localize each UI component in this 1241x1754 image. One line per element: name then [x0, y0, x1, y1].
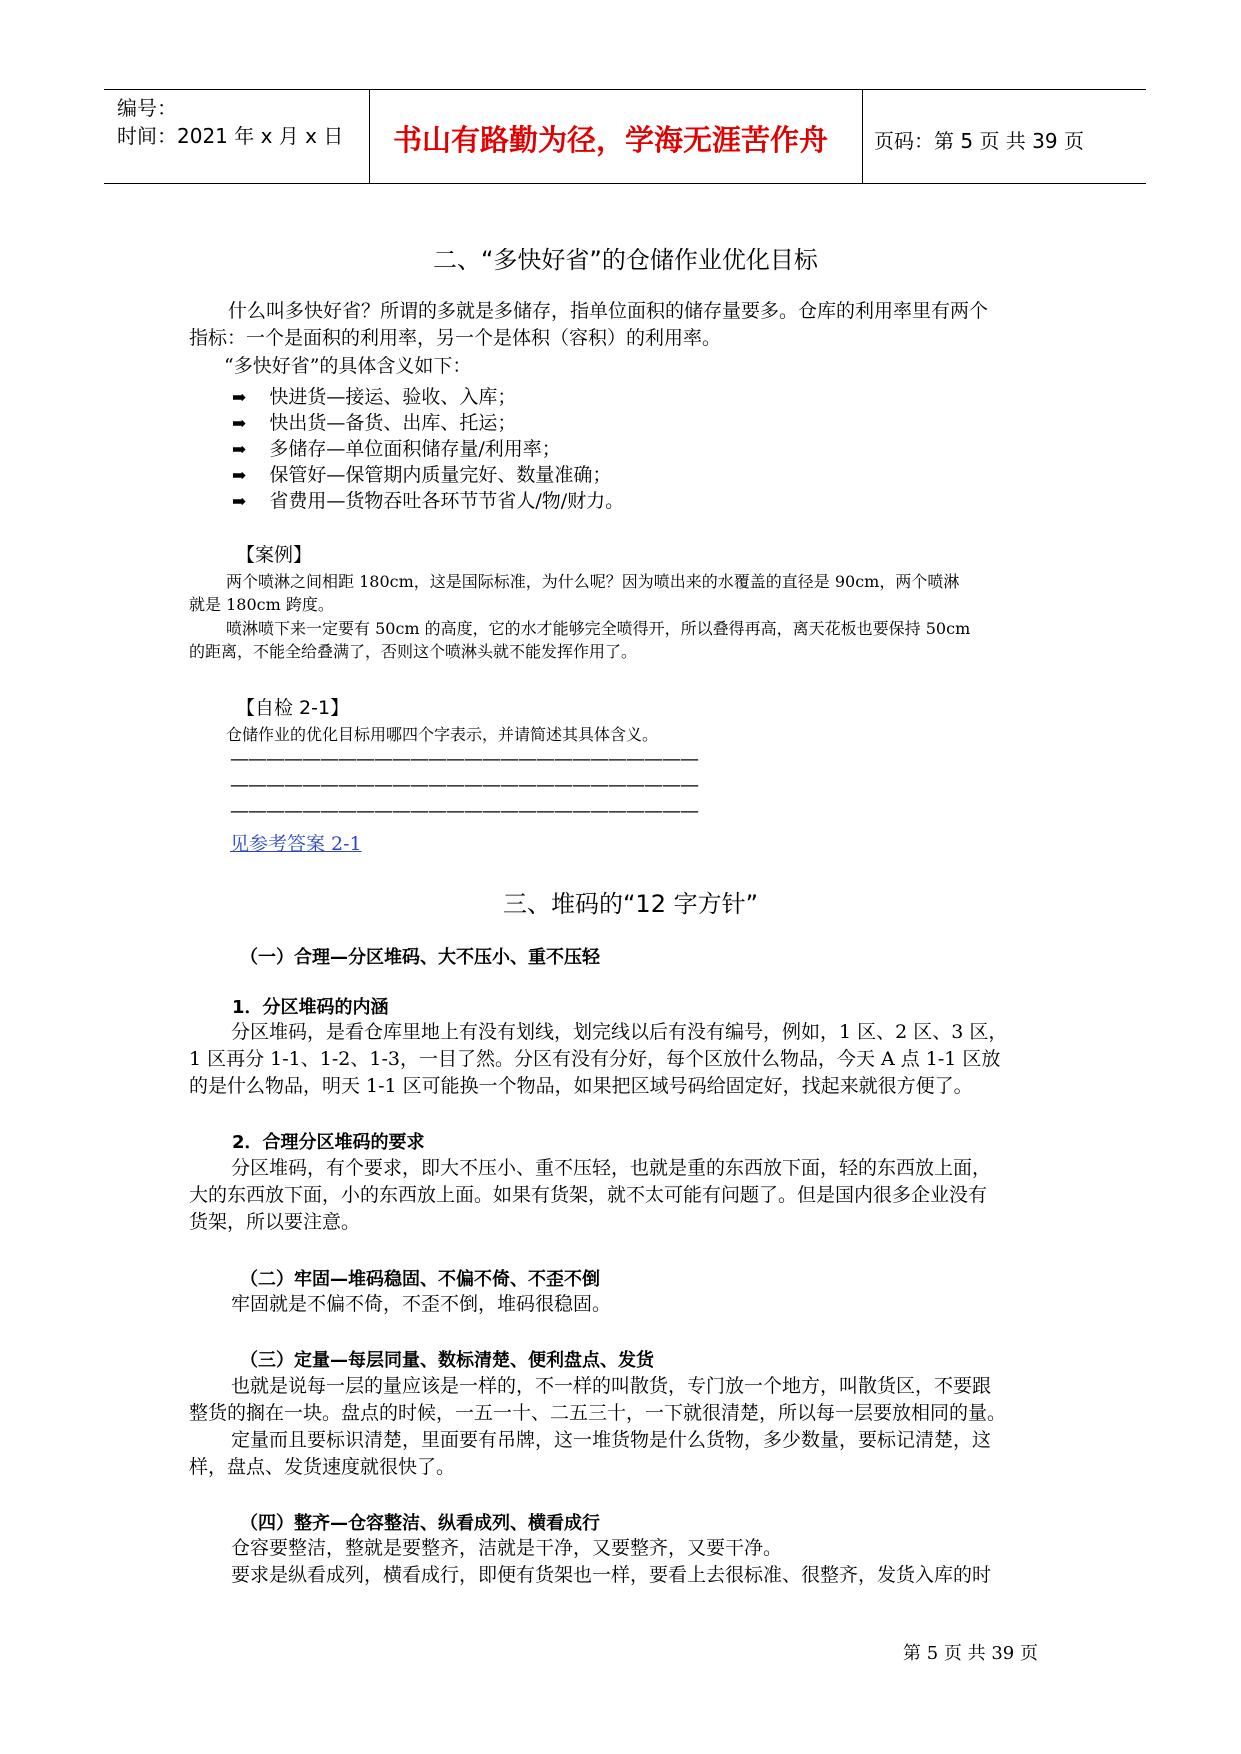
subsection-heading: （二）牢固—堆码稳固、不偏不倚、不歪不倒	[240, 1269, 600, 1290]
paragraph-line: 要求是纵看成列，横看成行，即便有货架也一样，要看上去很标准、很整齐，发货入库的时	[231, 1564, 992, 1586]
list-item-text: 快出货—备货、出库、托运；	[269, 412, 517, 434]
paragraph-line: 什么叫多快好省？所谓的多就是多储存，指单位面积的储存量要多。仓库的利用率里有两个	[228, 300, 989, 322]
right-arrow-icon: ➡	[232, 388, 247, 408]
case-line: 就是 180cm 跨度。	[189, 595, 334, 614]
paragraph-line: 也就是说每一层的量应该是一样的，不一样的叫散货，专门放一个地方，叫散货区，不要跟	[231, 1375, 992, 1397]
right-arrow-icon: ➡	[232, 414, 247, 434]
footer-page-number: 第 5 页 共 39 页	[903, 1643, 1038, 1664]
document-number-label: 编号：	[117, 96, 177, 120]
answer-blank-line[interactable]: ——————————————————————————	[230, 774, 698, 796]
paragraph-line: 仓容要整洁，整就是要整齐，洁就是干净，又要整齐，又要干净。	[231, 1537, 783, 1559]
self-check-title: 【自检 2-1】	[236, 697, 350, 719]
paragraph-line: “多快好省”的具体含义如下：	[224, 355, 472, 377]
header-page-number: 页码：第 5 页 共 39 页	[874, 129, 1084, 153]
paragraph-line: 分区堆码，是看仓库里地上有没有划线，划完线以后有没有编号，例如，1 区、2 区、3 区，	[231, 1021, 1008, 1043]
list-item-text: 快进货—接运、验收、入库；	[269, 386, 517, 408]
list-item	[232, 460, 611, 487]
paragraph-line: 1 区再分 1-1、1-2、1-3，一目了然。分区有没有分好，每个区放什么物品，今天 A 点 1-1 区放	[189, 1048, 1001, 1070]
paragraph-line: 指标：一个是面积的利用率，另一个是体积（容积）的利用率。	[189, 327, 722, 349]
list-item-text: 省费用—货物吞吐各环节节省人/物/财力。	[269, 490, 625, 512]
subsection-heading: （四）整齐—仓容整洁、纵看成列、横看成行	[240, 1513, 600, 1534]
document-date: 时间：2021 年 x 月 x 日	[117, 124, 344, 148]
paragraph-line: 定量而且要标识清楚，里面要有吊牌，这一堆货物是什么货物，多少数量，要标记清楚，这	[231, 1429, 992, 1451]
list-item	[232, 486, 624, 513]
header-divider-right	[862, 89, 863, 183]
paragraph-line: 样，盘点、发货速度就很快了。	[189, 1456, 456, 1478]
subsection-heading: （一）合理—分区堆码、大不压小、重不压轻	[240, 947, 600, 968]
header-divider-left	[369, 89, 370, 183]
header-motto: 书山有路勤为径，学海无涯苦作舟	[393, 123, 829, 157]
paragraph-line: 的是什么物品，明天 1-1 区可能换一个物品，如果把区域号码给固定好，找起来就很方便了。	[189, 1075, 973, 1097]
header-bottom-rule	[104, 183, 1146, 184]
case-title: 【案例】	[236, 544, 313, 566]
paragraph-line: 货架，所以要注意。	[189, 1211, 361, 1233]
section-2-title: 二、“多快好省”的仓储作业优化目标	[433, 246, 818, 274]
subsubsection-heading: 2．合理分区堆码的要求	[232, 1132, 425, 1153]
paragraph-line: 整货的搁在一块。盘点的时候，一五一十、二五三十，一下就很清楚，所以每一层要放相同的量。	[189, 1402, 1007, 1424]
case-line: 的距离，不能全给叠满了，否则这个喷淋头就不能发挥作用了。	[189, 642, 638, 661]
right-arrow-icon: ➡	[232, 466, 247, 486]
case-line: 两个喷淋之间相距 180cm，这是国际标准，为什么呢？因为喷出来的水覆盖的直径是 90cm，两个喷淋	[226, 572, 960, 591]
header-top-rule	[104, 89, 1146, 90]
subsection-heading: （三）定量—每层同量、数标清楚、便利盘点、发货	[240, 1350, 654, 1371]
self-check-question: 仓储作业的优化目标用哪四个字表示，并请简述其具体含义。	[226, 725, 659, 744]
list-item-text: 多储存—单位面积储存量/利用率；	[269, 438, 561, 460]
paragraph-line: 分区堆码，有个要求，即大不压小、重不压轻，也就是重的东西放下面，轻的东西放上面，	[231, 1157, 992, 1179]
paragraph-line: 大的东西放下面，小的东西放上面。如果有货架，就不太可能有问题了。但是国内很多企业没有	[189, 1184, 988, 1206]
right-arrow-icon: ➡	[232, 440, 247, 460]
paragraph-line: 牢固就是不偏不倚，不歪不倒，堆码很稳固。	[231, 1293, 612, 1315]
case-line: 喷淋喷下来一定要有 50cm 的高度，它的水才能够完全喷得开，所以叠得再高，离天花板也要保持 50cm	[226, 619, 971, 638]
reference-answer-link[interactable]: 见参考答案 2-1	[230, 833, 362, 855]
answer-blank-line[interactable]: ——————————————————————————	[230, 800, 698, 822]
list-item	[232, 408, 516, 435]
section-3-title: 三、堆码的“12 字方针”	[503, 890, 759, 918]
list-item	[232, 434, 561, 461]
right-arrow-icon: ➡	[232, 492, 247, 512]
answer-blank-line[interactable]: ——————————————————————————	[230, 748, 698, 770]
list-item-text: 保管好—保管期内质量完好、数量准确；	[269, 464, 612, 486]
list-item	[232, 382, 516, 409]
subsubsection-heading: 1．分区堆码的内涵	[232, 997, 389, 1018]
